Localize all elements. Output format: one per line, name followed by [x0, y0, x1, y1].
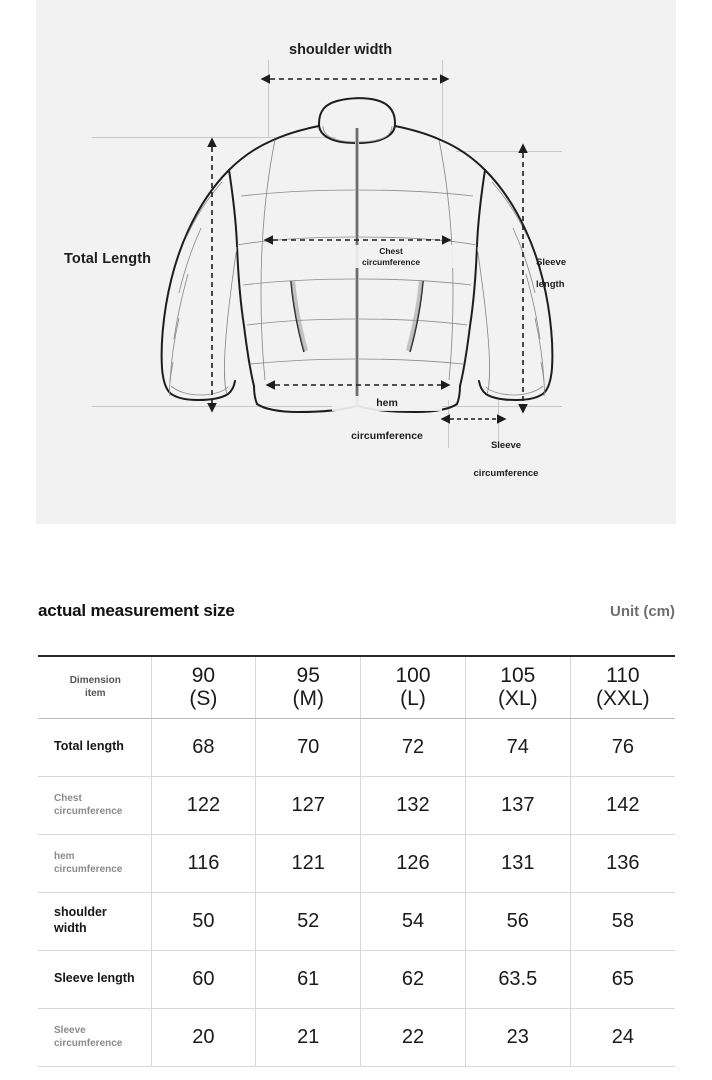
label-shoulder-width: shoulder width [289, 42, 393, 58]
row-label-line2: width [54, 921, 87, 935]
row-label-shoulder-width [38, 892, 151, 950]
label-sleeve-circumference-line1: Sleeve [490, 440, 522, 451]
cell-value: 132 [361, 776, 466, 834]
header-col-s [151, 656, 256, 718]
cell-value: 72 [361, 718, 466, 776]
header-col-s-number: 90 [191, 663, 216, 687]
cell-value: 50 [151, 892, 256, 950]
cell-value: 136 [570, 834, 675, 892]
header-col-xxl [570, 656, 675, 718]
cell-value: 127 [256, 776, 361, 834]
header-col-m-size: (M) [292, 687, 324, 711]
header-col-xxl-number: 110 [606, 663, 640, 687]
row-label-line1: Total length [54, 739, 124, 754]
cell-value: 58 [570, 892, 675, 950]
label-sleeve-length [536, 252, 606, 296]
table-row [38, 718, 675, 776]
cell-value: 63.5 [465, 950, 570, 1008]
cell-value: 65 [570, 950, 675, 1008]
label-total-length: Total Length [64, 251, 152, 267]
row-label-line1: Sleeve [54, 1025, 86, 1036]
cell-value: 131 [465, 834, 570, 892]
table-header-bar [38, 601, 675, 621]
header-col-l-number: 100 [395, 663, 431, 687]
header-col-xxl-size: (XXL) [596, 687, 650, 711]
header-col-m-number: 95 [296, 663, 320, 687]
row-label-line1: Chest [54, 793, 82, 804]
cell-value: 52 [256, 892, 361, 950]
row-label-line2: circumference [54, 806, 123, 817]
cell-value: 60 [151, 950, 256, 1008]
row-label-total-length [38, 718, 151, 776]
table-row [38, 834, 675, 892]
section-title: actual measurement size [38, 601, 235, 620]
header-dimension-item-line2: item [84, 688, 106, 700]
cell-value: 121 [256, 834, 361, 892]
label-sleeve-length-line2: length [536, 278, 565, 290]
header-col-xl-size: (XL) [497, 687, 538, 711]
header-dimension-item-line1: Dimension [69, 675, 121, 687]
row-label-hem-circumference [38, 834, 151, 892]
cell-value: 68 [151, 718, 256, 776]
header-col-m [256, 656, 361, 718]
label-hem-line1: hem [332, 396, 442, 411]
row-label-line1: hem [54, 851, 75, 862]
table-row [38, 892, 675, 950]
cell-value: 122 [151, 776, 256, 834]
cell-value: 61 [256, 950, 361, 1008]
label-chest-circumference [321, 245, 461, 268]
table-row [38, 1008, 675, 1066]
label-chest-line2: circumference [361, 256, 421, 267]
size-table [38, 655, 675, 1067]
header-col-l-size: (L) [400, 687, 426, 711]
row-label-line2: circumference [54, 864, 123, 875]
header-col-l [361, 656, 466, 718]
row-label-sleeve-circumference [38, 1008, 151, 1066]
cell-value: 137 [465, 776, 570, 834]
cell-value: 62 [361, 950, 466, 1008]
cell-value: 24 [570, 1008, 675, 1066]
cell-value: 56 [465, 892, 570, 950]
cell-value: 23 [465, 1008, 570, 1066]
label-hem-line2: circumference [351, 430, 423, 442]
table-header-row [38, 656, 675, 718]
label-sleeve-circumference-line2: circumference [473, 468, 539, 479]
label-chest-line1: Chest [379, 246, 403, 256]
row-label-chest-circumference [38, 776, 151, 834]
cell-value: 76 [570, 718, 675, 776]
cell-value: 54 [361, 892, 466, 950]
header-col-xl [465, 656, 570, 718]
header-col-s-size: (S) [189, 687, 218, 711]
row-label-line1: Sleeve length [54, 971, 135, 986]
cell-value: 21 [256, 1008, 361, 1066]
row-label-line2: circumference [54, 1038, 123, 1049]
row-label-sleeve-length [38, 950, 151, 1008]
cell-value: 22 [361, 1008, 466, 1066]
label-sleeve-length-line1: Sleeve [536, 257, 567, 268]
table-row [38, 776, 675, 834]
table-row [38, 950, 675, 1008]
cell-value: 20 [151, 1008, 256, 1066]
cell-value: 116 [151, 834, 256, 892]
cell-value: 74 [465, 718, 570, 776]
cell-value: 126 [361, 834, 466, 892]
unit-label: Unit (cm) [610, 603, 675, 620]
header-col-xl-number: 105 [500, 663, 536, 687]
cell-value: 70 [256, 718, 361, 776]
row-label-line1: shoulder [54, 905, 107, 920]
header-dimension-item [38, 656, 151, 718]
cell-value: 142 [570, 776, 675, 834]
jacket-diagram-panel [36, 0, 676, 524]
